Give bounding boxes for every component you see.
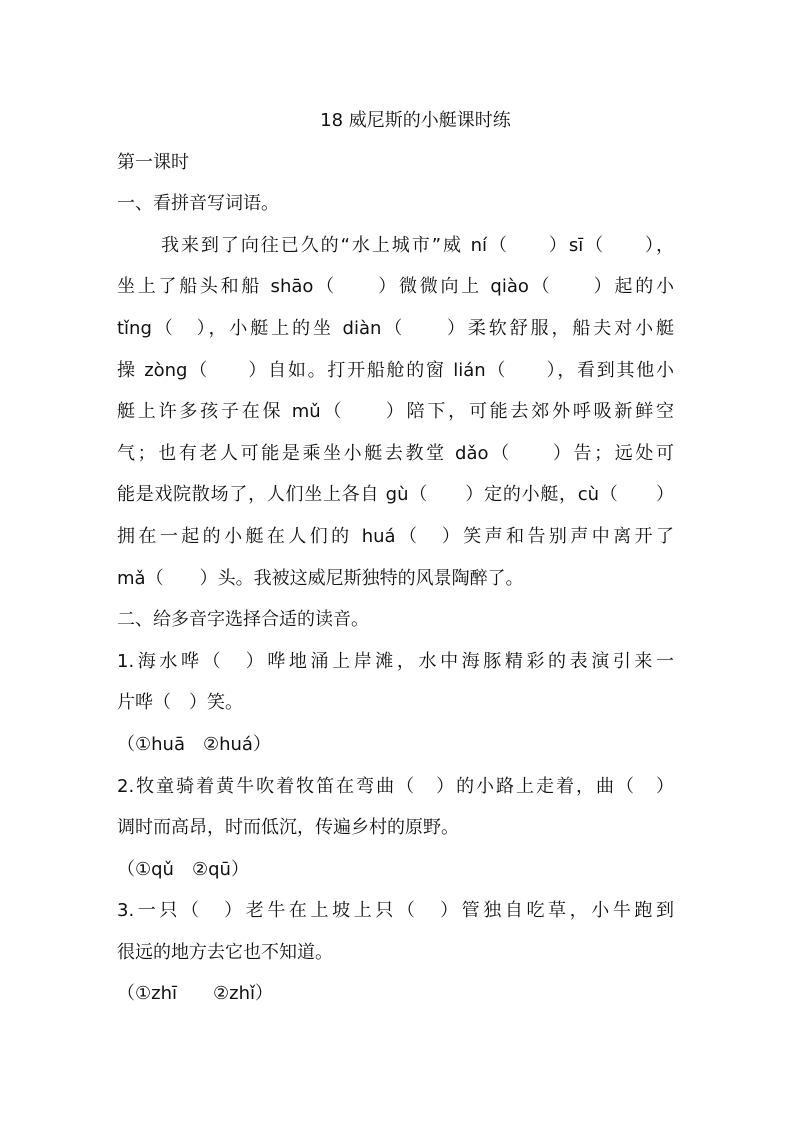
passage-line: 我来到了向往已久的“水上城市”威 ní（ ）sī（ ）， [161, 234, 674, 256]
question-line: 片哗（ ）笑。 [117, 692, 243, 714]
worksheet [117, 100, 674, 1015]
section2-heading: 二、给多音字选择合适的读音。 [117, 609, 369, 631]
passage-line: mǎ（ ）头。我被这威尼斯独特的风景陶醉了。 [117, 567, 524, 589]
question-line: 很远的地方去它也不知道。 [117, 941, 333, 963]
question-options: （①qǔ ②qū） [117, 858, 249, 880]
lesson-label: 第一课时 [117, 151, 189, 173]
question-options: （①huā ②huá） [117, 733, 271, 755]
passage-line: tǐng（ ），小艇上的坐 diàn（ ）柔软舒服，船夫对小艇 [117, 317, 674, 339]
question-line: 调时而高昂，时而低沉，传遍乡村的原野。 [117, 817, 459, 839]
question-line: 1.海水哗（ ）哗地涌上岸滩，水中海豚精彩的表演引来一 [117, 650, 674, 672]
passage-line: 能是戏院散场了，人们坐上各自 gù（ ）定的小艇，cù（ ） [117, 484, 674, 506]
passage-line: 拥在一起的小艇在人们的 huá（ ）笑声和告别声中离开了 [117, 525, 674, 547]
section1-heading: 一、看拼音写词语。 [117, 193, 279, 215]
question-line: 3.一只（ ）老牛在上坡上只（ ）管独自吃草，小牛跑到 [117, 900, 674, 922]
passage-line: 气；也有老人可能是乘坐小艇去教堂 dǎo（ ）告；远处可 [117, 442, 674, 464]
question-line: 2.牧童骑着黄牛吹着牧笛在弯曲（ ）的小路上走着，曲（ ） [117, 775, 674, 797]
passage-line: 操 zòng（ ）自如。打开船舱的窗 lián（ ），看到其他小 [117, 359, 674, 381]
passage-line: 坐上了船头和船 shāo（ ）微微向上 qiào（ ）起的小 [117, 276, 674, 298]
passage-line: 艇上许多孩子在保 mǔ（ ）陪下，可能去郊外呼吸新鲜空 [117, 401, 674, 423]
page-title: 18 威尼斯的小艇课时练 [320, 110, 511, 131]
question-options: （①zhī ②zhǐ） [117, 983, 273, 1005]
